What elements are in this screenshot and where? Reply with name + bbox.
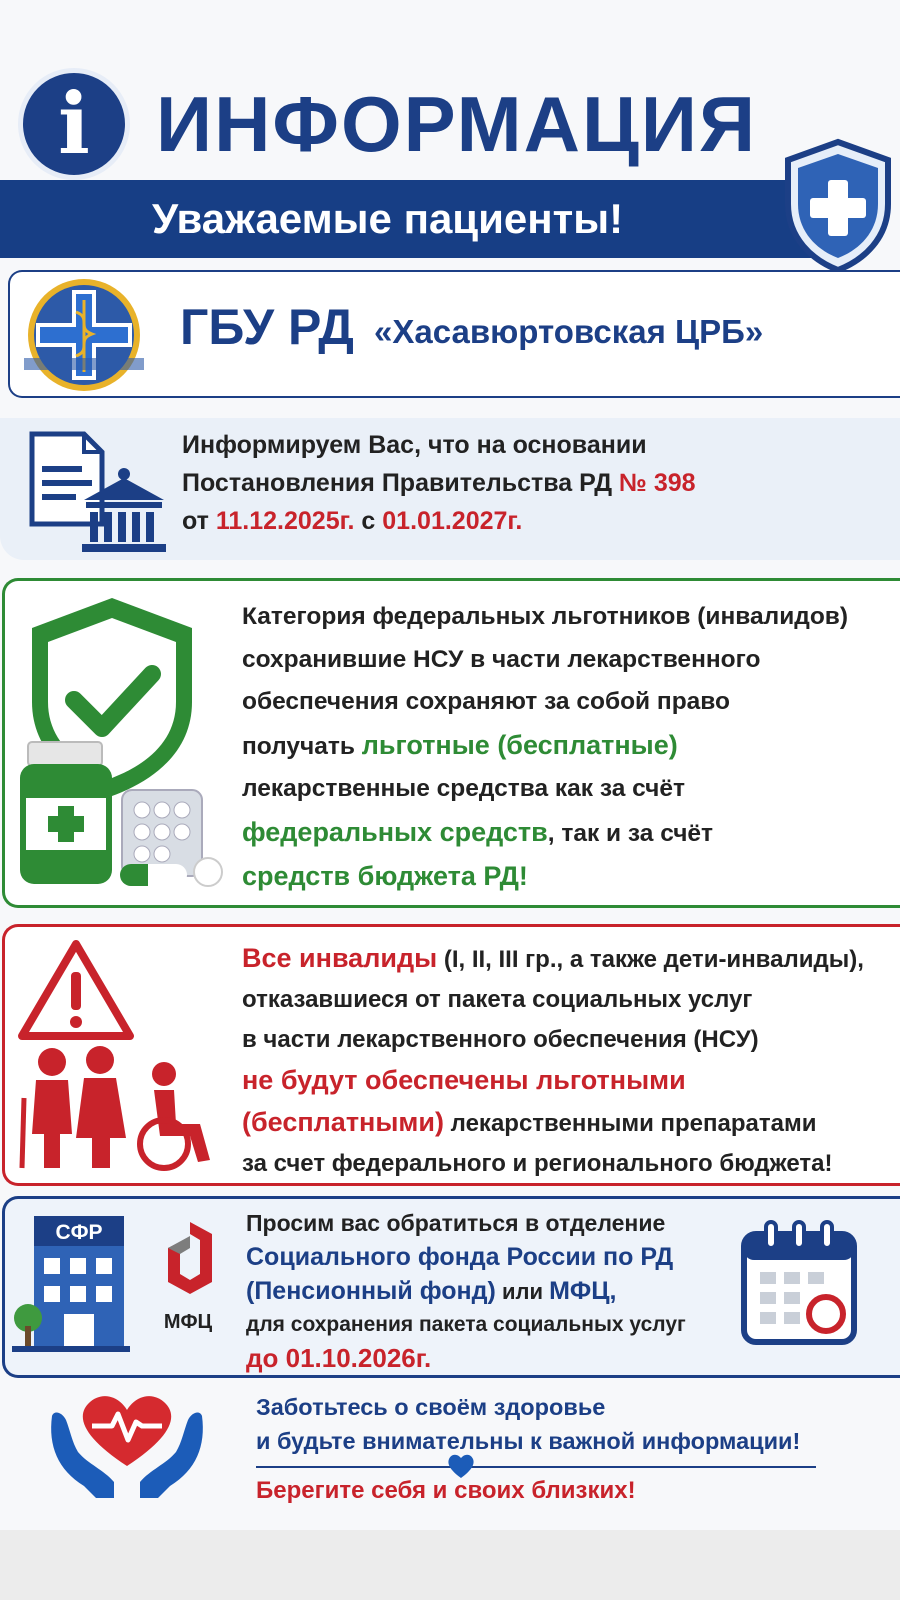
benefits-line-5: лекарственные средства как за счёт bbox=[242, 775, 685, 802]
benefits-line-3: обеспечения сохраняют за собой право bbox=[242, 688, 731, 715]
government-document-icon bbox=[18, 428, 168, 558]
page-title: ИНФОРМАЦИЯ bbox=[156, 80, 758, 168]
benefits-line-4: получать льготные (бесплатные) bbox=[242, 729, 678, 760]
banner-greeting: Уважаемые пациенты! bbox=[152, 195, 624, 242]
benefits-line-1: Категория федеральных льготников (инвалидов) bbox=[242, 603, 849, 630]
decree-number: № 398 bbox=[619, 469, 696, 497]
footer-message bbox=[256, 1390, 800, 1458]
appeal-line-3: (Пенсионный фонд) или МФЦ, bbox=[246, 1277, 617, 1305]
warning-line-1: Все инвалиды (I, II, III гр., а также дети-инвалиды), bbox=[242, 943, 864, 973]
notice-line-2: Постановления Правительства РД № 398 bbox=[182, 469, 696, 497]
free-highlight: (бесплатными) bbox=[242, 1107, 444, 1137]
all-disabled-highlight: Все инвалиды bbox=[242, 943, 438, 973]
appeal-text bbox=[246, 1206, 726, 1375]
budget-funds-highlight: средств бюджета РД! bbox=[242, 861, 528, 891]
notice-text bbox=[182, 426, 882, 540]
footer-line-1: Заботьтесь о своём здоровье bbox=[256, 1394, 606, 1420]
not-provided-highlight: не будут обеспечены льготными bbox=[242, 1065, 686, 1095]
hospital-emblem-icon bbox=[20, 276, 148, 394]
mfc-logo-icon bbox=[150, 1218, 226, 1336]
appeal-line-1: Просим вас обратиться в отделение bbox=[246, 1210, 666, 1236]
footer-divider bbox=[256, 1466, 816, 1468]
footer-line-2: и будьте внимательны к важной информации! bbox=[256, 1428, 801, 1454]
warning-disabled-people-icon bbox=[14, 938, 224, 1174]
warning-text bbox=[242, 938, 892, 1184]
calendar-icon bbox=[738, 1218, 860, 1348]
warning-line-3: в части лекарственного обеспечения (НСУ) bbox=[242, 1026, 759, 1053]
sfr-label: СФР bbox=[55, 1221, 103, 1244]
mfc-label: МФЦ bbox=[163, 1311, 213, 1333]
warning-line-4 bbox=[242, 1060, 892, 1102]
footer-care-slogan: Берегите себя и своих близких! bbox=[256, 1477, 636, 1504]
warning-line-2: отказавшиеся от пакета социальных услуг bbox=[242, 986, 753, 1013]
medicine-shield-icon bbox=[12, 592, 226, 898]
organization-subtitle: «Хасавюртовская ЦРБ» bbox=[374, 313, 764, 350]
appeal-line-2: Социального фонда России по РД bbox=[246, 1243, 674, 1271]
federal-funds-highlight: федеральных средств bbox=[242, 816, 548, 847]
sfr-building-icon bbox=[12, 1206, 130, 1356]
decree-date: 11.12.2025г. bbox=[215, 507, 355, 535]
info-symbol: i bbox=[58, 74, 90, 173]
appeal-line-4: для сохранения пакета социальных услуг bbox=[246, 1313, 686, 1336]
organization-name: ГБУ РД bbox=[180, 299, 354, 355]
benefits-line-7 bbox=[242, 855, 892, 900]
federal-benefits-text bbox=[242, 596, 892, 900]
benefits-line-6: федеральных средств, так и за счёт bbox=[242, 816, 714, 847]
warning-line-6: за счет федерального и регионального бюджета! bbox=[242, 1150, 833, 1177]
effective-date: 01.01.2027г. bbox=[382, 507, 523, 535]
free-medicine-highlight: льготные (бесплатные) bbox=[361, 729, 678, 760]
caring-hands-heart-icon bbox=[44, 1386, 210, 1502]
medical-shield-icon bbox=[782, 138, 894, 274]
notice-line-3: от 11.12.2025г. с 01.01.2027г. bbox=[182, 507, 523, 535]
notice-line-1: Информируем Вас, что на основании bbox=[182, 431, 647, 459]
benefits-line-2: сохранившие НСУ в части лекарственного bbox=[242, 645, 761, 673]
warning-line-5: (бесплатными) лекарственными препаратами bbox=[242, 1107, 817, 1137]
appeal-deadline: до 01.10.2026г. bbox=[246, 1343, 432, 1373]
